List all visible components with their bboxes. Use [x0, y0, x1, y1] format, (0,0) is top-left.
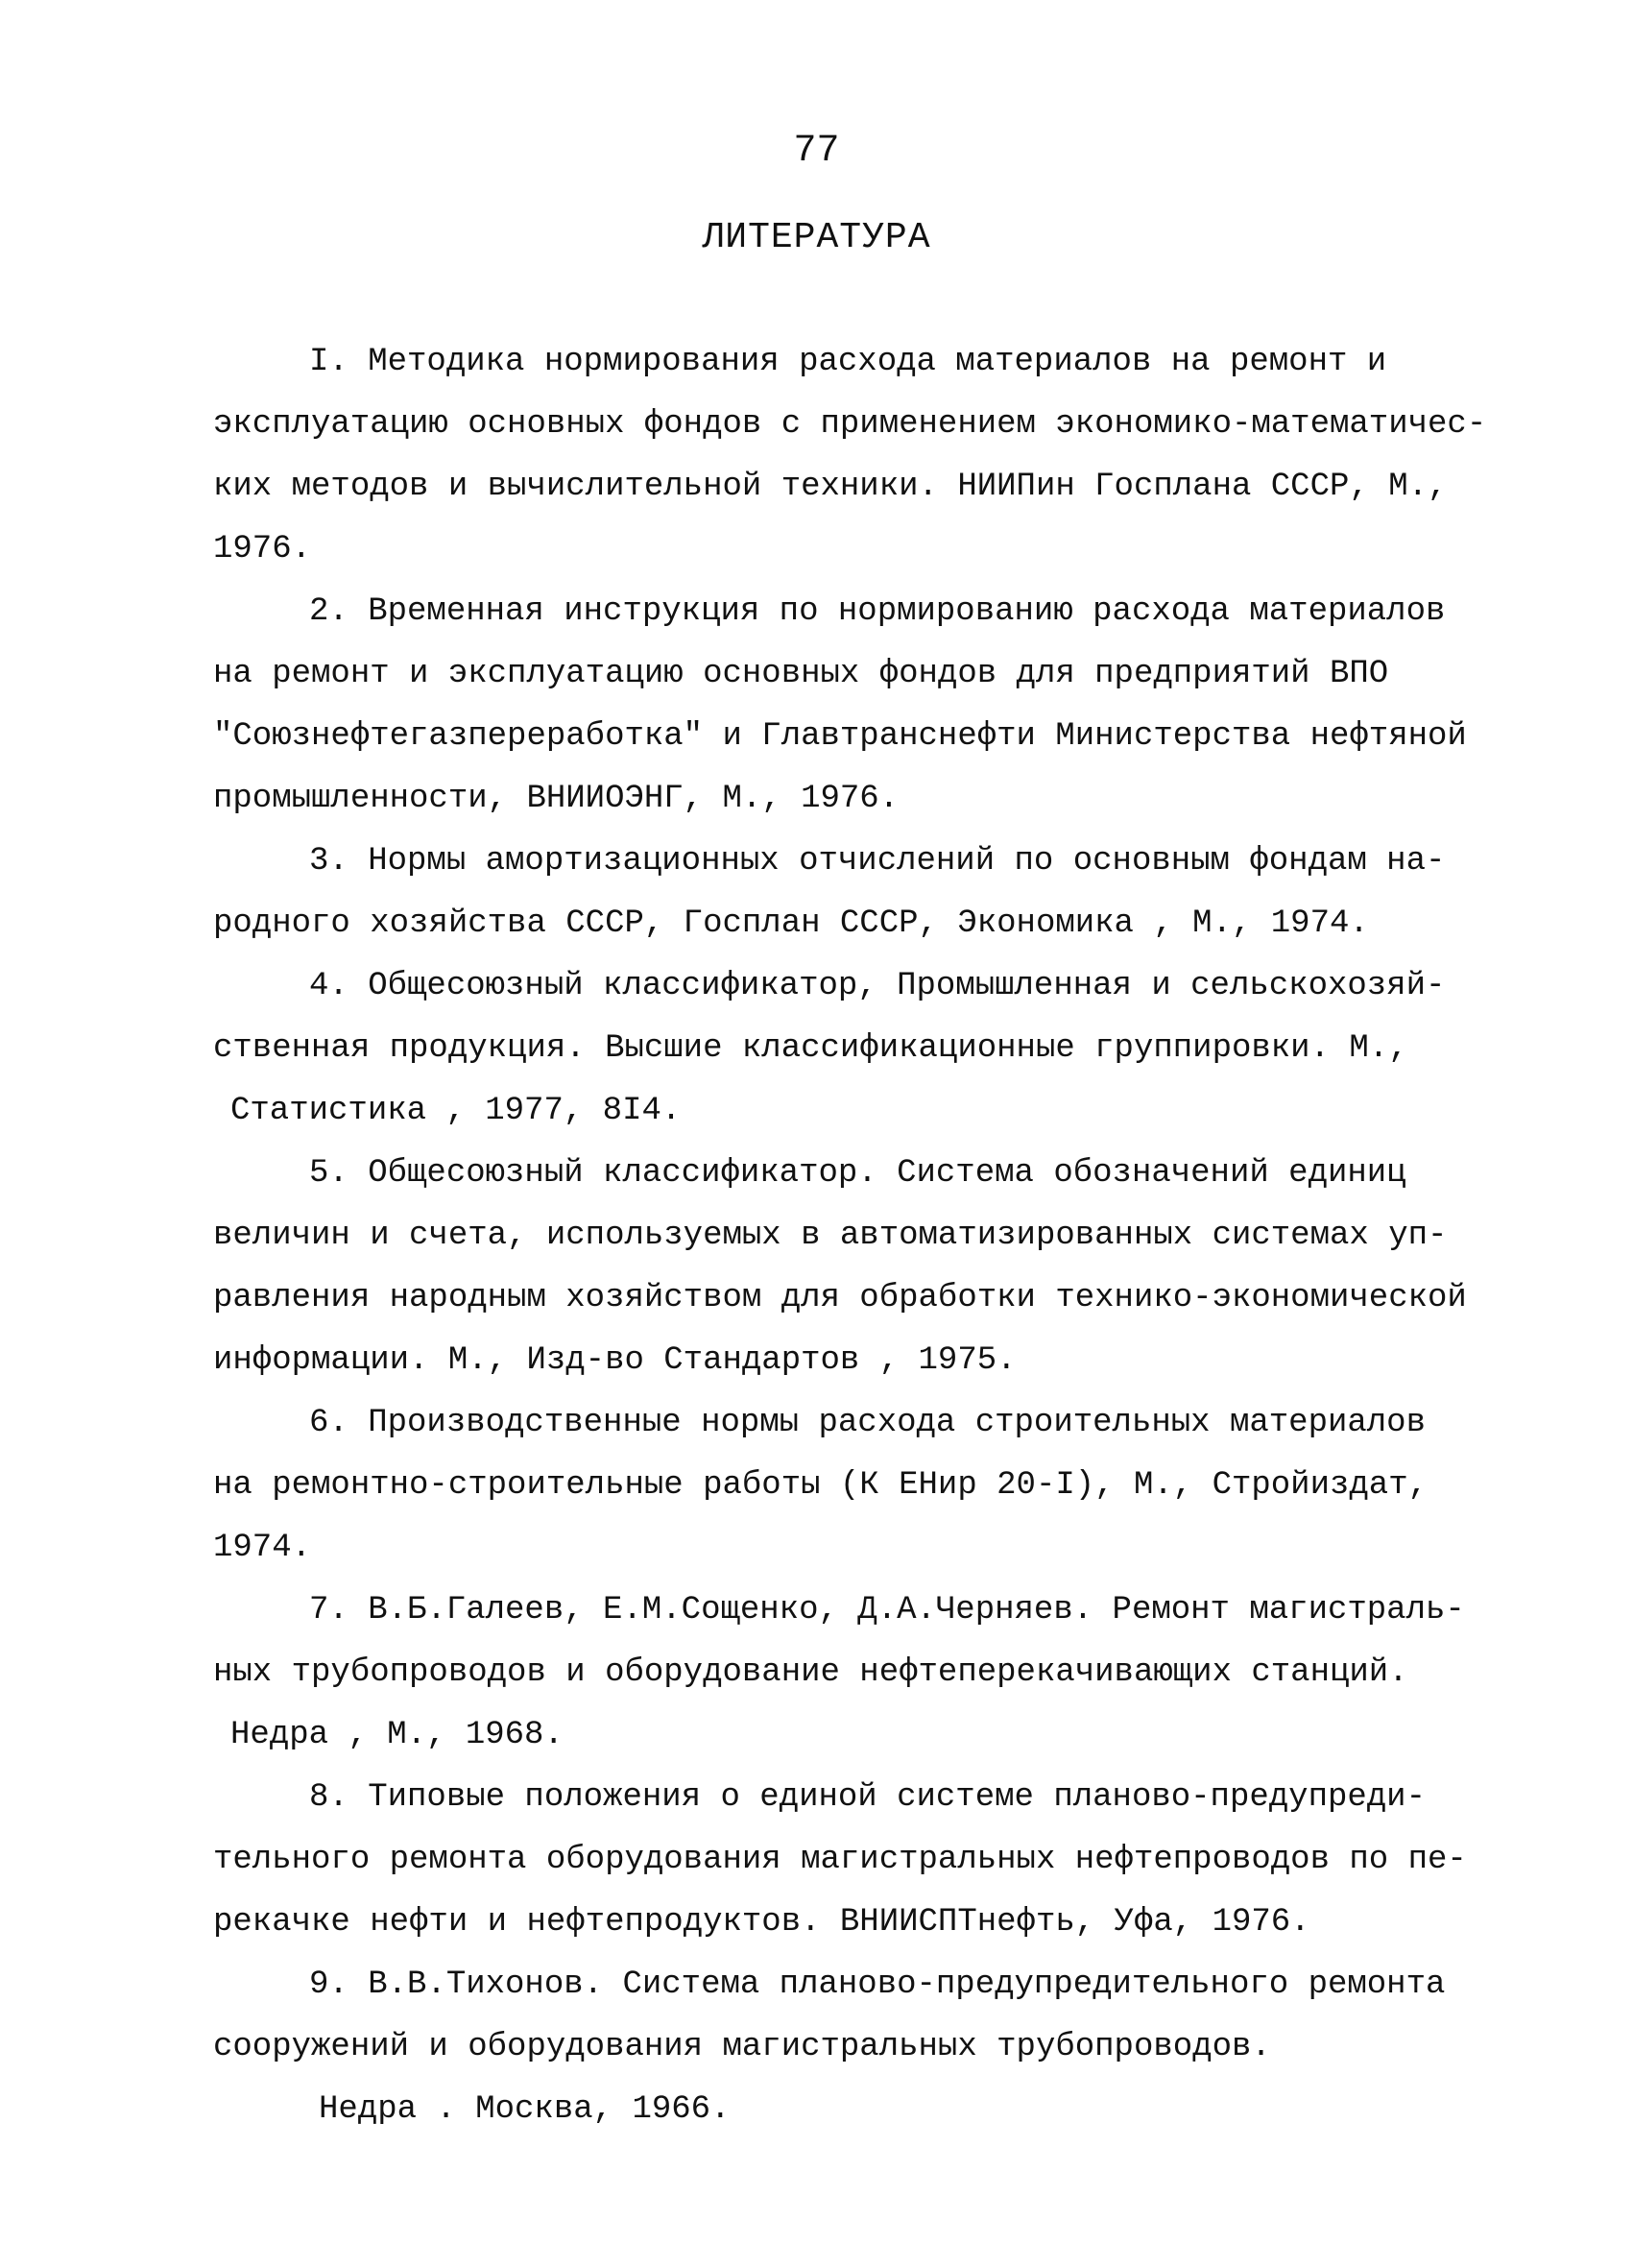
reference-item-6 [213, 1392, 1461, 1580]
reference-item-4 [213, 955, 1461, 1143]
reference-line: равления народным хозяйством для обработки технико-экономической [213, 1280, 1467, 1316]
reference-line: на ремонтно-строительные работы (К ЕНир 20-I), М., Стройиздат, [213, 1467, 1429, 1504]
reference-item-1 [213, 331, 1487, 581]
reference-line: 6. Производственные нормы расхода строительных материалов [309, 1405, 1426, 1441]
reference-line: I. Методика нормирования расхода материалов на ремонт и [309, 344, 1387, 380]
reference-item-9 [213, 1954, 1461, 2141]
reference-line: ственная продукция. Высшие классификационные группировки. М., [213, 1030, 1408, 1067]
reference-line: Статистика , 1977, 8I4. [230, 1093, 682, 1129]
reference-line: 4. Общесоюзный классификатор, Промышленная и сельскохозяй- [309, 968, 1446, 1004]
reference-line: 7. В.Б.Галеев, Е.М.Сощенко, Д.А.Черняев. Ремонт магистраль- [309, 1592, 1465, 1629]
reference-line: величин и счета, используемых в автоматизированных системах уп- [213, 1218, 1448, 1254]
reference-item-2 [213, 581, 1467, 831]
reference-item-3 [213, 831, 1461, 955]
reference-line: сооружений и оборудования магистральных трубопроводов. [213, 2029, 1271, 2065]
reference-line: на ремонт и эксплуатацию основных фондов для предприятий ВПО [213, 656, 1389, 692]
reference-line: 1976. [213, 531, 312, 567]
reference-line: 3. Нормы амортизационных отчислений по основным фондам на- [309, 843, 1446, 880]
reference-line: Недра , М., 1968. [230, 1717, 564, 1753]
reference-line: рекачке нефти и нефтепродуктов. ВНИИСПТнефть, Уфа, 1976. [213, 1904, 1310, 1941]
page-title: ЛИТЕРАТУРА [702, 217, 931, 258]
reference-line: 9. В.В.Тихонов. Система планово-предупредительного ремонта [309, 1966, 1446, 2003]
reference-line: промышленности, ВНИИОЭНГ, М., 1976. [213, 781, 900, 817]
reference-line: 2. Временная инструкция по нормированию расхода материалов [309, 593, 1446, 630]
reference-line: эксплуатацию основных фондов с применением экономико-математичес- [213, 406, 1487, 443]
reference-line: 8. Типовые положения о единой системе планово-предупреди- [309, 1779, 1426, 1816]
reference-item-8 [213, 1767, 1467, 1954]
reference-line: 1974. [213, 1530, 312, 1566]
reference-list [213, 331, 1487, 2141]
reference-line: 5. Общесоюзный классификатор. Система обозначений единиц [309, 1155, 1406, 1192]
reference-line: родного хозяйства СССР, Госплан СССР, Экономика , М., 1974. [213, 905, 1369, 942]
reference-line: Недра . Москва, 1966. [319, 2091, 731, 2128]
reference-item-7 [213, 1580, 1465, 1767]
reference-line: тельного ремонта оборудования магистральных нефтепроводов по пе- [213, 1842, 1467, 1878]
reference-item-5 [213, 1143, 1467, 1392]
page-number: 77 [793, 130, 840, 173]
reference-line: ких методов и вычислительной техники. НИИПин Госплана СССР, М., [213, 469, 1448, 505]
reference-line: "Союзнефтегазпереработка" и Главтранснефти Министерства нефтяной [213, 718, 1467, 755]
reference-line: информации. М., Изд-во Стандартов , 1975. [213, 1342, 1017, 1379]
reference-line: ных трубопроводов и оборудование нефтеперекачивающих станций. [213, 1654, 1408, 1691]
